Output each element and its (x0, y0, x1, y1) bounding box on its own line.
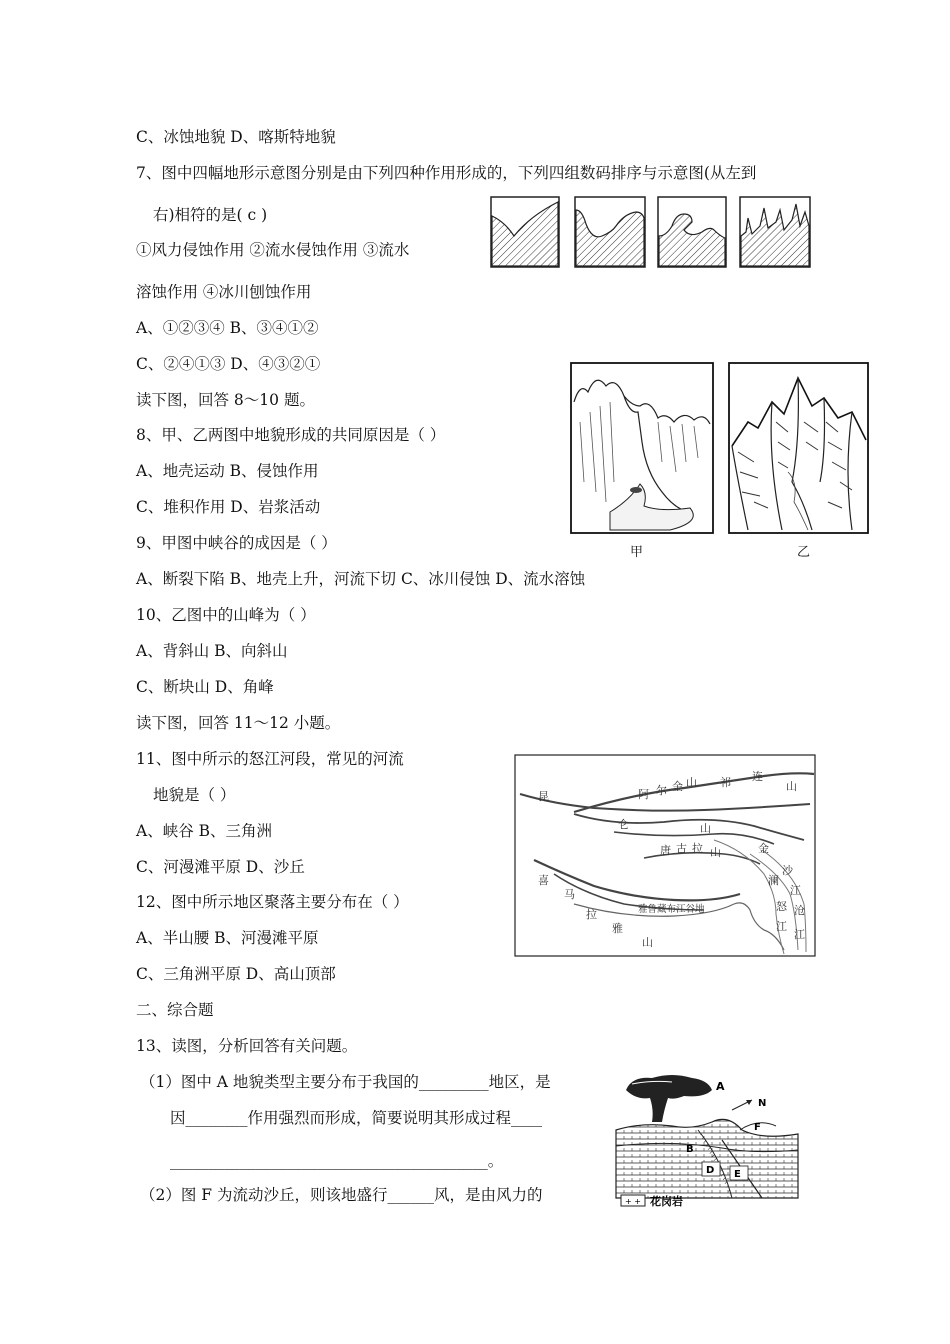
q8-options-cd: C、堆积作用 D、岩浆活动 (136, 498, 321, 516)
fig13-label-D: D (706, 1165, 715, 1176)
q11-stem-2: 地貌是（ ） (153, 786, 236, 804)
q7-landform-diagrams (490, 196, 815, 270)
figure-yi-horn-peak (728, 362, 869, 534)
map-label-shan2: 山 (786, 780, 797, 793)
q10-options-cd: C、断块山 D、角峰 (136, 678, 274, 696)
map-label-xi: 喜 (538, 874, 549, 887)
map-label-ya: 雅 (612, 922, 623, 935)
map-label-ma: 马 (564, 888, 575, 901)
map-label-kun: 昆 (538, 790, 549, 803)
q12-options-cd: C、三角洲平原 D、高山顶部 (136, 965, 336, 983)
figure-tibet-map (514, 754, 816, 957)
map-label-cang: 沧 (794, 904, 805, 917)
q10-options-ab: A、背斜山 B、向斜山 (136, 642, 288, 660)
q7-stem-2: 右)相符的是( c ) (153, 206, 268, 224)
q13-part1-a: （1）图中 A 地貌类型主要分布于我国的_________地区，是 (140, 1073, 551, 1091)
map-label-la: 拉 (692, 842, 703, 855)
q11-options-cd: C、河漫滩平原 D、沙丘 (136, 858, 305, 876)
landform-panel-1 (491, 197, 559, 267)
map-label-shan1: 山 (686, 776, 697, 789)
fig13-label-E: E (734, 1169, 741, 1180)
q8-stem: 8、甲、乙两图中地貌形成的共同原因是（ ） (136, 426, 446, 444)
map-label-lun: 仑 (618, 818, 629, 831)
caption-yi: 乙 (797, 545, 811, 560)
q12-options-ab: A、半山腰 B、河漫滩平原 (136, 929, 319, 947)
map-label-la2: 拉 (586, 908, 597, 921)
q13-part1-c: _________________________________________。 (170, 1152, 504, 1170)
q11-options-ab: A、峡谷 B、三角洲 (136, 822, 273, 840)
map-label-a: 阿 (638, 788, 649, 801)
q13-part1-b: 因________作用强烈而形成，简要说明其形成过程____ (170, 1109, 543, 1127)
fig13-label-B: B (686, 1144, 694, 1155)
map-label-tang: 唐 (660, 844, 671, 857)
map-label-qi: 祁 (720, 776, 731, 789)
map-label-sha: 沙 (782, 864, 793, 877)
map-label-jiang3: 江 (776, 920, 787, 933)
q9-options: A、断裂下陷 B、地壳上升，河流下切 C、冰川侵蚀 D、流水溶蚀 (136, 570, 586, 588)
figure-q13-landforms (612, 1070, 802, 1205)
map-label-jiang2: 江 (794, 928, 805, 941)
q7-items-2: 溶蚀作用 ④冰川刨蚀作用 (136, 283, 312, 301)
map-label-jiang1: 江 (790, 884, 801, 897)
q11-stem: 11、图中所示的怒江河段，常见的河流 (136, 750, 404, 768)
q13-part2-a: （2）图 F 为流动沙丘，则该地盛行______风，是由风力的 (140, 1186, 543, 1204)
map-label-shan3: 山 (700, 822, 711, 835)
q7-options-ab: A、①②③④ B、③④①② (136, 319, 319, 337)
map-label-nu: 怒 (776, 900, 787, 913)
q10-stem: 10、乙图中的山峰为（ ） (136, 606, 316, 624)
figure-jia-canyon (570, 362, 714, 534)
fig13-label-N: N (758, 1098, 767, 1109)
read-8-10: 读下图，回答 8～10 题。 (136, 391, 315, 409)
map-label-valley: 雅鲁藏布江谷地 (638, 904, 705, 915)
map-label-gu: 古 (676, 842, 687, 855)
svg-text:+ +: + + (625, 1197, 641, 1206)
q7-options-cd: C、②④①③ D、④③②① (136, 355, 321, 373)
landform-panel-3 (658, 197, 726, 267)
landform-panel-4 (740, 197, 810, 267)
map-label-lian: 连 (752, 770, 763, 783)
q6-options-cd: C、冰蚀地貌 D、喀斯特地貌 (136, 128, 336, 146)
map-label-shan4: 山 (710, 846, 721, 859)
fig13-label-F: F (754, 1122, 761, 1133)
map-label-er: 尔 (656, 784, 667, 797)
q7-stem: 7、图中四幅地形示意图分别是由下列四种作用形成的，下列四组数码排序与示意图(从左到 (136, 164, 757, 182)
fig13-legend (620, 1193, 710, 1209)
q9-stem: 9、甲图中峡谷的成因是（ ） (136, 534, 337, 552)
landform-panel-2 (575, 197, 645, 267)
fig13-label-A: A (716, 1080, 725, 1093)
q12-stem: 12、图中所示地区聚落主要分布在（ ） (136, 893, 409, 911)
q13-stem: 13、读图，分析回答有关问题。 (136, 1037, 358, 1055)
section-2-title: 二、综合题 (136, 1001, 214, 1019)
map-label-shan5: 山 (642, 936, 653, 949)
caption-jia: 甲 (630, 545, 644, 560)
read-11-12: 读下图，回答 11～12 小题。 (136, 714, 341, 732)
q7-items-1: ①风力侵蚀作用 ②流水侵蚀作用 ③流水 (136, 241, 410, 259)
map-label-lan: 澜 (768, 874, 779, 887)
map-label-jin2: 金 (758, 842, 769, 855)
map-label-jin: 金 (672, 780, 683, 793)
q8-options-ab: A、地壳运动 B、侵蚀作用 (136, 462, 319, 480)
fig13-legend-granite: 花岗岩 (650, 1195, 683, 1208)
